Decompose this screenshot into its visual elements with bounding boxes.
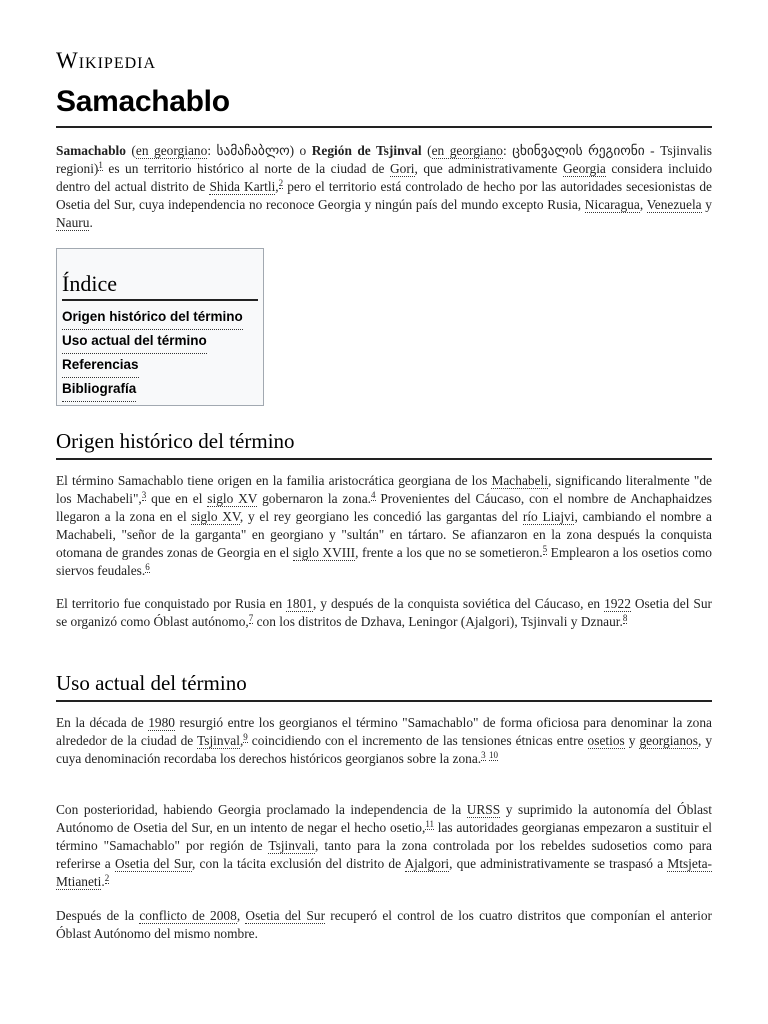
wordmark-text: Wikipedia [56, 48, 157, 73]
article-link[interactable]: siglo XV [207, 491, 258, 506]
footnote-ref[interactable]: 8 [622, 613, 628, 623]
article-link[interactable]: Osetia del Sur [114, 856, 192, 871]
footnote-ref[interactable]: 2 [104, 873, 110, 883]
footnote-ref[interactable]: 3 [481, 750, 486, 760]
article-link[interactable]: siglo XVIII [292, 545, 356, 560]
text-run: : ცხინვალის რეგიონი - Tsjinvalis regioni) [56, 143, 712, 176]
text-run: las autoridades georgianas empezaron a sustituir el término "Samachablo" por región de [56, 820, 712, 853]
intro-paragraph [56, 142, 712, 232]
text-run: , [639, 197, 647, 212]
section-paragraph [56, 472, 712, 580]
text-run: , [275, 179, 279, 194]
footnote-ref[interactable]: 9 [243, 732, 248, 742]
toc-item-origen[interactable]: Origen histórico del término [62, 305, 243, 330]
article-link[interactable]: 1980 [148, 715, 175, 730]
text-run: ( [125, 143, 136, 158]
text-run: Osetia del Sur se organizó como Óblast autónomo, [56, 596, 712, 629]
article-link[interactable]: URSS [466, 802, 501, 817]
text-run: gobernaron la zona. [257, 491, 372, 506]
article-link[interactable]: en georgiano [431, 143, 503, 158]
section-paragraph [56, 801, 712, 891]
text-run: es un territorio histórico al norte de la ciudad de [102, 161, 390, 176]
table-of-contents [56, 248, 264, 406]
footnote-ref[interactable]: 5 [542, 544, 548, 554]
text-run: considera incluido dentro del actual distrito de [56, 161, 713, 194]
section-paragraph [56, 714, 712, 768]
wikipedia-wordmark[interactable] [56, 48, 156, 74]
text-run: coincidiendo con el incremento de las tensiones étnicas entre [247, 733, 588, 748]
article-link[interactable]: 1922 [604, 596, 631, 611]
article-link[interactable]: Georgia [562, 161, 606, 176]
text-run: , [236, 908, 246, 923]
footnote-ref[interactable]: 10 [489, 750, 498, 760]
footnote-ref[interactable]: 4 [371, 490, 376, 500]
footnote-ref[interactable]: 6 [145, 562, 150, 572]
text-run: y suprimido la autonomía del Óblast Autónomo de Osetia del Sur, en un intento de negar el hecho osetio, [56, 802, 712, 835]
text-run: , frente a los que no se sometieron. [355, 545, 543, 560]
article-link[interactable]: Nauru [56, 215, 90, 230]
article-link[interactable]: georgianos [639, 733, 698, 748]
section-paragraph [56, 595, 712, 631]
text-run: pero el territorio está controlado de hecho por las autoridades secesionistas de Osetia del Sur, cuya independencia no reconoce Georgia y ningún país del mundo excepto Rusia, [56, 179, 713, 212]
text-run: , que administrativamente se traspasó a [449, 856, 668, 871]
text-run: y [701, 197, 712, 212]
page-title: Samachablo [56, 84, 712, 128]
bold-term: Samachablo [56, 143, 126, 158]
article-link[interactable]: en georgiano [135, 143, 208, 158]
text-run: que en el [146, 491, 208, 506]
article-link[interactable]: 1801 [286, 596, 313, 611]
article-link[interactable]: Tsjinvali [268, 838, 316, 853]
article-link[interactable]: Tsjinval [196, 733, 240, 748]
section-heading-uso-actual: Uso actual del término [56, 670, 712, 702]
article-link[interactable]: Gori [389, 161, 415, 176]
article-link[interactable]: Shida Kartli [209, 179, 276, 194]
footnote-ref[interactable]: 1 [98, 160, 103, 170]
article-link[interactable]: Nicaragua [584, 197, 640, 212]
text-run: El territorio fue conquistado por Rusia en [56, 596, 287, 611]
toc-item-referencias[interactable]: Referencias [62, 353, 139, 378]
footnote-ref[interactable]: 7 [248, 613, 254, 623]
text-run: Después de la [56, 908, 140, 923]
text-run: , y después de la conquista soviética del Cáucaso, en [312, 596, 605, 611]
footnote-ref[interactable]: 2 [278, 178, 284, 188]
text-run: recuperó el control de los cuatro distritos que componían el anterior Óblast Autónomo del mismo nombre. [56, 908, 712, 941]
toc-item-uso-actual[interactable]: Uso actual del término [62, 329, 207, 354]
text-run: , y el rey georgiano les concedió las gargantas del [239, 509, 523, 524]
article-link[interactable]: Mtsjeta-Mtianeti [56, 856, 712, 889]
text-run: , y cuya denominación recordaba los derechos históricos georgianos sobre la zona. [56, 733, 713, 766]
article-link[interactable]: conflicto de 2008 [139, 908, 237, 923]
text-run: : სამაჩაბლო) o [207, 143, 312, 158]
article-link[interactable]: siglo XV [191, 509, 240, 524]
text-run: , cambiando el nombre a Machabeli, "señor de la garganta" en georgiano y "sultán" en tártaro. Se afianzaron en la zona después la conquista otomana de grandes zonas de Georgia en el [56, 509, 713, 560]
text-run: con los distritos de Dzhava, Leningor (Ajalgori), Tsjinvali y Dznaur. [253, 614, 623, 629]
article-link[interactable]: río Liajvi [522, 509, 575, 524]
text-run: Emplearon a los osetios como siervos feudales. [56, 545, 712, 578]
toc-list [62, 305, 258, 401]
section-paragraph [56, 907, 712, 943]
text-run: . [101, 874, 105, 889]
text-run: Provenientes del Cáucaso, con el nombre de Anchaphaidzes llegaron a la zona en el [56, 491, 713, 524]
text-run: , [239, 733, 244, 748]
article-link[interactable]: Venezuela [646, 197, 702, 212]
text-run: Con posterioridad, habiendo Georgia proclamado la independencia de la [56, 802, 467, 817]
text-run: En la década de [56, 715, 149, 730]
footnote-ref[interactable]: 11 [425, 819, 434, 829]
text-run: , significando literalmente "de los Machabeli", [56, 473, 713, 506]
footnote-ref[interactable]: 3 [141, 490, 147, 500]
text-run: y [624, 733, 640, 748]
toc-title: Índice [62, 271, 258, 301]
article-link[interactable]: osetios [587, 733, 625, 748]
text-run: El término Samachablo tiene origen en la familia aristocrática georgiana de los [56, 473, 492, 488]
text-run: . [89, 215, 93, 230]
article-link[interactable]: Machabeli [491, 473, 548, 488]
text-run: , con la tácita exclusión del distrito de [192, 856, 405, 871]
toc-item-bibliografia[interactable]: Bibliografía [62, 377, 136, 402]
section-heading-origen: Origen histórico del término [56, 428, 712, 460]
bold-term: Región de Tsjinval [311, 143, 422, 158]
article-link[interactable]: Osetia del Sur [245, 908, 326, 923]
text-run: , que administrativamente [414, 161, 563, 176]
text-run: ( [421, 143, 432, 158]
text-run: resurgió entre los georgianos el término "Samachablo" de forma oficiosa para denominar la zona alrededor de la ciudad de [56, 715, 713, 748]
article-link[interactable]: Ajalgori [404, 856, 450, 871]
text-run: , tanto para la zona controlada por los rebeldes sudosetios como para referirse a [56, 838, 712, 871]
